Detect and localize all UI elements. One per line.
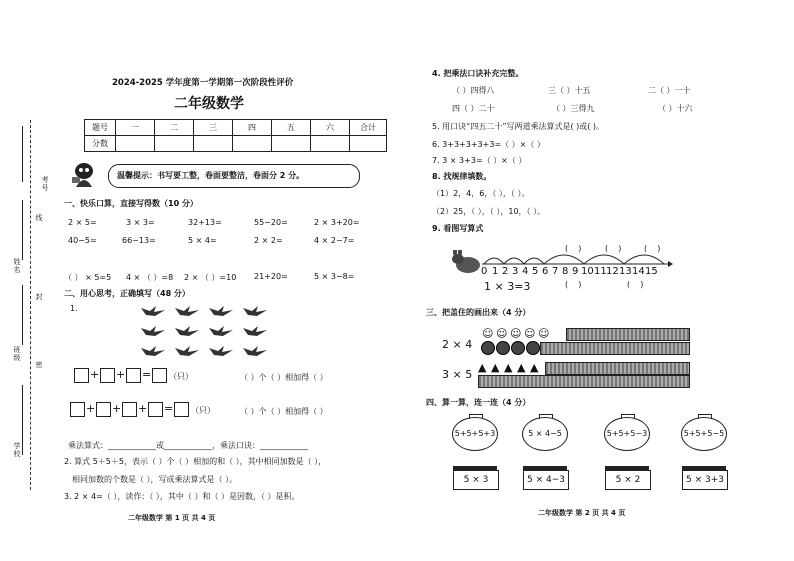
q4-item: （ ）三得九 [552, 104, 595, 113]
ball-icon [481, 341, 495, 355]
adds-text: （ ）个（ ）相加得（ ） [240, 407, 328, 416]
bird-icon [208, 344, 234, 358]
tick-label: 7 [552, 266, 559, 277]
page-footer-right: 二年级数学 第 2 页 共 4 页 [538, 509, 626, 517]
q4-item: 三（ ）十五 [548, 86, 591, 95]
answer-box[interactable] [126, 368, 141, 383]
score-header-cell: 五 [272, 120, 311, 136]
mascot-illustration [68, 161, 100, 189]
triangle-icon: ▲ [491, 361, 500, 374]
oral-calc-item: 40−5= [68, 236, 97, 245]
q8-a: （1）2，4，6，（ ），（ ）。 [432, 189, 530, 198]
xuexiao-blank[interactable] [22, 385, 23, 455]
score-table [84, 119, 387, 152]
oral-calc-item: 4 × 2−7= [314, 236, 355, 245]
sidebar-label-feng: 封 [35, 293, 43, 301]
unit-label: （只） [169, 372, 193, 381]
oral-calc-item: 66−13= [122, 236, 156, 245]
paren-blank[interactable]: ( ) [565, 280, 582, 289]
q4-title: 4. 把乘法口诀补充完整。 [432, 69, 524, 78]
tick-label: 12 [606, 266, 619, 277]
answer-box[interactable] [70, 402, 85, 417]
plus-sign: + [90, 368, 100, 381]
q8-b: （2）25，（ ），（ ），10，（ ）。 [432, 207, 546, 216]
answer-card[interactable]: 5 × 3 [453, 470, 499, 490]
ball-icon [511, 341, 525, 355]
lantern-expression[interactable]: 5+5+5−5 [681, 417, 727, 451]
score-table-score-row [85, 136, 387, 152]
bird-icon [140, 304, 166, 318]
oral-calc-item: （ ） × 5=5 [64, 273, 112, 282]
subject-title: 二年级数学 [174, 96, 244, 112]
formula-line: 乘法算式：____________或____________，乘法口诀：____________ [68, 441, 308, 450]
lantern-expression[interactable]: 5 × 4−5 [522, 417, 568, 451]
score-cell[interactable] [116, 136, 155, 152]
oral-calc-item: 2 × 2= [254, 236, 283, 245]
banji-blank[interactable] [22, 285, 23, 345]
score-cell[interactable] [194, 136, 233, 152]
score-header-cell: 一 [116, 120, 155, 136]
oral-calc-item: 2 × 5= [68, 218, 97, 227]
smiley-icon: ☺ [496, 327, 508, 340]
tick-label: 8 [562, 266, 569, 277]
cover-bar[interactable] [566, 328, 690, 341]
tick-label: 10 [581, 266, 594, 277]
q6: 6. 3+3+3+3+3=（ ）×（ ） [432, 140, 545, 149]
page-footer-left: 二年级数学 第 1 页 共 4 页 [128, 514, 216, 522]
answer-card[interactable]: 5 × 4−3 [523, 470, 569, 490]
oral-calc-item: 5 × 3−8= [314, 272, 355, 281]
section3-label-b: 3 × 5 [442, 368, 473, 381]
plus-sign: + [138, 402, 148, 415]
smiley-icon: ☺ [510, 327, 522, 340]
plus-sign: + [86, 402, 96, 415]
exam-title: 2024-2025 学年度第一学期第一次阶段性评价 [112, 78, 294, 88]
unit-label: （只） [191, 406, 215, 415]
score-cell[interactable] [155, 136, 194, 152]
tick-label: 6 [542, 266, 549, 277]
q4-item: （ ）十六 [658, 104, 693, 113]
plus-sign: + [116, 368, 126, 381]
section4-title: 四、算一算，连一连（4 分） [426, 398, 531, 407]
answer-box[interactable] [100, 368, 115, 383]
answer-box[interactable] [148, 402, 163, 417]
section3-title: 三、把盖住的画出来（4 分） [426, 308, 531, 317]
answer-box[interactable] [122, 402, 137, 417]
score-header-cell: 四 [233, 120, 272, 136]
bird-icon [208, 324, 234, 338]
tick-label: 14 [632, 266, 645, 277]
bird-icon [174, 324, 200, 338]
answer-box[interactable] [152, 368, 167, 383]
section2-title: 二、用心思考，正确填写（48 分） [64, 289, 190, 298]
paren-blank[interactable]: ( ) [627, 280, 644, 289]
cover-bar[interactable] [540, 342, 690, 355]
sidebar-label-mi: 密 [35, 361, 43, 369]
tick-label: 3 [512, 266, 519, 277]
bird-icon [208, 304, 234, 318]
tick-label: 0 [481, 266, 488, 277]
cover-bar[interactable] [545, 362, 690, 375]
triangle-icon: ▲ [530, 361, 539, 374]
bird-icon [242, 304, 268, 318]
score-header-cell: 六 [311, 120, 350, 136]
lantern-expression[interactable]: 5+5+5+3 [452, 417, 498, 451]
ball-row [481, 341, 541, 357]
tick-label: 2 [502, 266, 509, 277]
oral-calc-item: 3 × 3= [126, 218, 155, 227]
score-header-cell: 题号 [85, 120, 116, 136]
triangle-icon: ▲ [517, 361, 526, 374]
smiley-icon: ☺ [538, 327, 550, 340]
bird-icon [174, 304, 200, 318]
adds-text: （ ）个（ ）相加得（ ） [240, 373, 328, 382]
paren-blank[interactable]: ( ) [644, 244, 661, 253]
tick-label: 5 [532, 266, 539, 277]
sidebar-label-xian: 线 [35, 214, 43, 222]
q4-item: 四（ ）二十 [452, 104, 495, 113]
bird-icon [174, 344, 200, 358]
triangle-icon: ▲ [504, 361, 513, 374]
score-row-label: 分数 [85, 136, 116, 152]
oral-calc-item: 55−20= [254, 218, 288, 227]
q4-item: 二（ ）一十 [648, 86, 691, 95]
question-2-line-2: 相同加数的个数是（ ），写成乘法算式是（ ）。 [72, 475, 238, 484]
paren-blank[interactable]: ( ) [565, 244, 582, 253]
ball-icon [526, 341, 540, 355]
tip-text: 温馨提示：书写要工整，卷面要整洁，卷面分 2 分。 [117, 171, 305, 180]
bird-icon [242, 344, 268, 358]
score-header-cell: 合计 [350, 120, 387, 136]
cover-bar[interactable] [478, 375, 690, 388]
section3-label-a: 2 × 4 [442, 338, 473, 351]
smiley-icon: ☺ [482, 327, 494, 340]
smiley-icon: ☺ [524, 327, 536, 340]
answer-card[interactable]: 5 × 2 [605, 470, 651, 490]
bird-icon [140, 324, 166, 338]
ball-icon [496, 341, 510, 355]
tick-label: 1 [492, 266, 499, 277]
answer-card[interactable]: 5 × 3+3 [682, 470, 728, 490]
answer-box[interactable] [74, 368, 89, 383]
sidebar-label-banji: 班级 [13, 346, 21, 362]
section1-title: 一、快乐口算，直接写得数（10 分） [64, 199, 198, 208]
q5: 5. 用口诀“四五二十”写两道乘法算式是( )或( )。 [432, 122, 605, 131]
nl-formula: 1 × 3=3 [484, 280, 531, 293]
oral-calc-item: 32+13= [188, 218, 222, 227]
oral-calc-item: 21+20= [254, 272, 288, 281]
q7: 7. 3 × 3+3=（ ）×（ ） [432, 156, 527, 165]
plus-sign: + [112, 402, 122, 415]
sidebar-label-xingming: 姓名 [13, 258, 21, 274]
q8-title: 8. 找规律填数。 [432, 172, 492, 181]
equals-sign: = [164, 402, 174, 415]
paren-blank[interactable]: ( ) [605, 244, 622, 253]
tick-label: 9 [572, 266, 579, 277]
lantern-expression[interactable]: 5+5+5−3 [604, 417, 650, 451]
score-cell[interactable] [350, 136, 387, 152]
xingming-blank[interactable] [22, 200, 23, 260]
oral-calc-item: 2 × （ ）=10 [184, 273, 237, 282]
score-cell[interactable] [272, 136, 311, 152]
score-cell[interactable] [311, 136, 350, 152]
answer-box[interactable] [96, 402, 111, 417]
kaohao-blank[interactable] [22, 126, 23, 182]
answer-box[interactable] [174, 402, 189, 417]
q4-item: （ ）四得八 [452, 86, 495, 95]
oral-calc-item: 5 × 4= [188, 236, 217, 245]
score-cell[interactable] [233, 136, 272, 152]
oral-calc-item: 2 × 3+20= [314, 218, 360, 227]
binding-line [30, 120, 31, 490]
bird-icon [140, 344, 166, 358]
sidebar-label-kaohao: 考号 [41, 176, 49, 192]
question-3: 3. 2 × 4=（ ），读作：（ ），其中（ ）和（ ）是因数，（ ）是积。 [64, 492, 300, 501]
oral-calc-item: 4 × （ ）=8 [126, 273, 174, 282]
question-2-line-1: 2. 算式 5＋5＋5，表示（ ）个（ ）相加的和（ ），其中相同加数是（ ）， [64, 457, 327, 466]
tick-label: 4 [522, 266, 529, 277]
tick-label: 11 [594, 266, 607, 277]
equals-sign: = [142, 368, 152, 381]
score-table-header-row [85, 120, 387, 136]
question-1-number: 1. [70, 304, 78, 313]
tick-label: 13 [619, 266, 632, 277]
sidebar-label-xuexiao: 学校 [13, 442, 21, 458]
bird-icon [242, 324, 268, 338]
score-header-cell: 三 [194, 120, 233, 136]
q9-title: 9. 看图写算式 [432, 224, 484, 233]
triangle-icon: ▲ [478, 361, 487, 374]
tick-label: 15 [645, 266, 658, 277]
score-header-cell: 二 [155, 120, 194, 136]
